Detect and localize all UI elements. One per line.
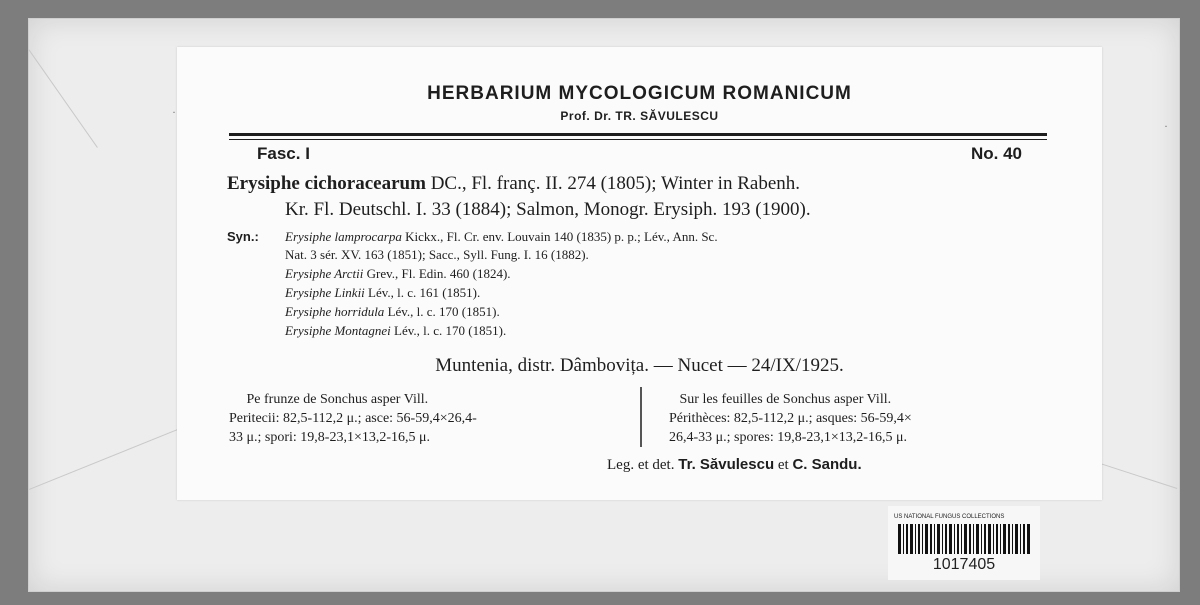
synonym-citation: Grev., Fl. Edin. 460 (1824). — [363, 266, 511, 281]
description-french: Sur les feuilles de Sonchus asper Vill. Périthèces: 82,5-112,2 μ.; asques: 56-59,4× 26,4-33 μ.; spores: 19,8-23,1×13,2-16,5 μ. — [669, 392, 912, 445]
synonym-citation: Kickx., Fl. Cr. env. Louvain 140 (1835) p. p.; Lév., Ann. Sc. — [401, 229, 718, 244]
synonym-line — [285, 229, 718, 245]
legit-joiner: et — [774, 457, 793, 473]
label-title: HERBARIUM MYCOLOGICUM ROMANICUM — [427, 83, 852, 104]
collector-2: C. Sandu. — [792, 456, 862, 473]
herbarium-label — [177, 47, 1102, 500]
synonyms-label: Syn.: — [227, 229, 259, 244]
collector-1: Tr. Săvulescu — [678, 456, 775, 473]
column-divider — [640, 387, 642, 447]
title-rule-thin — [229, 139, 1047, 140]
synonyms-label-row — [227, 229, 259, 245]
speck-mark: · — [1164, 119, 1168, 133]
envelope-flap-line — [29, 423, 192, 489]
barcode-icon — [898, 524, 1030, 554]
synonym-line — [285, 247, 589, 263]
species-citation-1: DC., Fl. franç. II. 274 (1805); Winter in Rabenh. — [425, 173, 800, 194]
description-romanian: Pe frunze de Sonchus asper Vill. Peritecii: 82,5-112,2 μ.; asce: 56-59,4×26,4- 33 μ.; spori: 19,8-23,1×13,2-16,5 μ. — [229, 392, 477, 445]
synonym-citation: Nat. 3 sér. XV. 163 (1851); Sacc., Syll. Fung. I. 16 (1882). — [285, 247, 589, 262]
barcode-label — [888, 506, 1040, 580]
species-name: Erysiphe cichoracearum — [227, 173, 426, 194]
barcode-institution: US NATIONAL FUNGUS COLLECTIONS — [894, 514, 1005, 520]
label-subtitle: Prof. Dr. TR. SĂVULESCU — [560, 109, 719, 123]
legit-prefix: Leg. et det. — [607, 457, 679, 473]
envelope-flap-line — [28, 49, 98, 148]
synonym-citation: Lév., l. c. 170 (1851). — [390, 323, 507, 338]
species-line — [227, 173, 800, 195]
synonym-citation: Lév., l. c. 161 (1851). — [364, 285, 481, 300]
collection-locality: Muntenia, distr. Dâmbovița. — Nucet — 24/IX/1925. — [435, 355, 844, 376]
barcode-number: 1017405 — [932, 556, 996, 573]
synonym-citation: Lév., l. c. 170 (1851). — [384, 304, 500, 319]
synonym-name: Erysiphe Linkii — [285, 285, 365, 300]
synonym-line — [285, 304, 500, 320]
speck-mark: · — [172, 105, 176, 119]
specimen-number: No. 40 — [970, 144, 1022, 163]
synonym-line — [285, 323, 506, 339]
synonym-line — [285, 266, 511, 282]
synonym-name: Erysiphe horridula — [285, 304, 385, 319]
synonym-name: Erysiphe lamprocarpa — [285, 229, 402, 244]
species-citation-2: Kr. Fl. Deutschl. I. 33 (1884); Salmon, Monogr. Erysiph. 193 (1900). — [285, 199, 811, 220]
legit-line — [607, 456, 862, 474]
synonym-name: Erysiphe Montagnei — [285, 323, 391, 338]
title-rule — [229, 133, 1047, 136]
synonym-line — [285, 285, 480, 301]
fascicle-number: Fasc. I — [257, 144, 310, 163]
synonym-name: Erysiphe Arctii — [285, 266, 364, 281]
